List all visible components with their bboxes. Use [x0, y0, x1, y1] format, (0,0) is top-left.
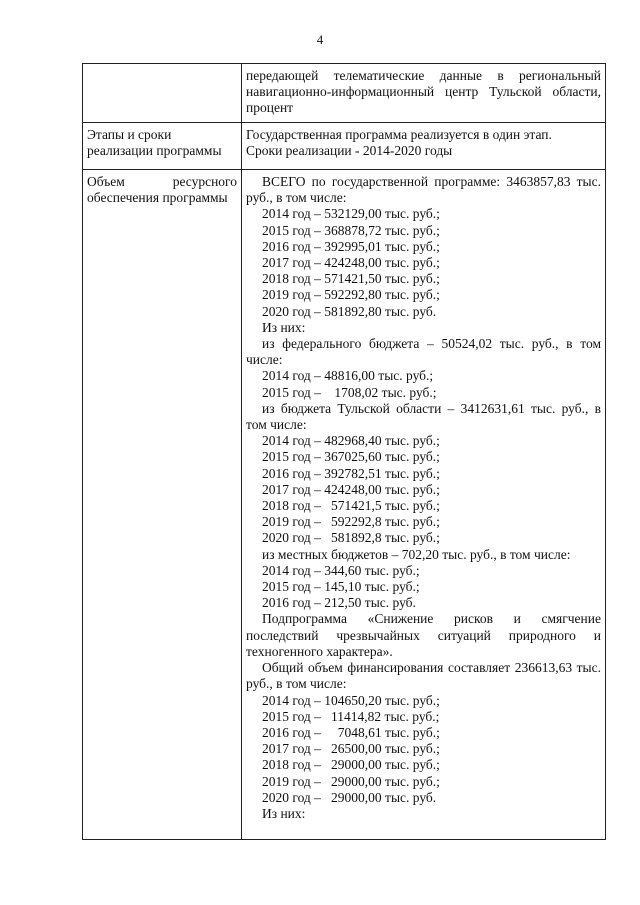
funding-line: 2015 год – 145,10 тыс. руб.; [262, 579, 420, 595]
funding-label: Объем ресурсного обеспечения программы [87, 174, 237, 206]
row-label-cell [83, 123, 242, 170]
funding-line: 2018 год – 571421,50 тыс. руб.; [262, 271, 440, 287]
funding-line: 2019 год – 592292,8 тыс. руб.; [262, 514, 440, 530]
funding-line: 2020 год – 29000,00 тыс. руб. [262, 789, 437, 805]
funding-line: 2015 год – 368878,72 тыс. руб.; [262, 222, 440, 238]
funding-line: 2014 год – 344,60 тыс. руб.; [262, 562, 420, 578]
funding-line: 2017 год – 424248,00 тыс. руб.; [262, 255, 440, 271]
program-passport-table [82, 63, 606, 840]
funding-line: 2020 год – 581892,80 тыс. руб. [262, 303, 437, 319]
funding-line: 2015 год – 1708,02 тыс. руб.; [262, 384, 437, 400]
table-row [83, 170, 606, 840]
table-row [83, 123, 606, 170]
stages-text-line: Государственная программа реализуется в один этап. [246, 127, 552, 142]
table-row [83, 64, 606, 123]
row-label-empty [83, 64, 241, 71]
funding-line: Из них: [262, 319, 306, 335]
funding-line: 2016 год – 392782,51 тыс. руб.; [262, 465, 440, 481]
funding-line: 2014 год – 104650,20 тыс. руб.; [262, 692, 440, 708]
indicator-text: передающей телематические данные в региональный навигационно-информационный центр Тульской области, процент [246, 68, 601, 116]
funding-line: 2015 год – 367025,60 тыс. руб.; [262, 449, 440, 465]
funding-paragraph: из местных бюджетов – 702,20 тыс. руб., в том числе: [262, 546, 571, 562]
funding-line: 2015 год – 11414,82 тыс. руб.; [262, 708, 440, 724]
funding-line: 2014 год – 48816,00 тыс. руб.; [262, 368, 434, 384]
funding-details [242, 170, 605, 825]
funding-paragraph: из бюджета Тульской области – 3412631,61 тыс. руб., в том числе: [246, 400, 601, 433]
funding-line: 2016 год – 212,50 тыс. руб. [262, 595, 416, 611]
page-number: 4 [316, 32, 324, 47]
row-label-cell [83, 64, 242, 123]
funding-paragraph: Общий объем финансирования составляет 236613,63 тыс. руб., в том числе: [246, 660, 601, 692]
funding-line: 2014 год – 532129,00 тыс. руб.; [262, 206, 440, 222]
funding-line: 2014 год – 482968,40 тыс. руб.; [262, 433, 440, 449]
funding-line: 2018 год – 571421,5 тыс. руб.; [262, 498, 440, 514]
stages-label-line: реализации программы [87, 143, 222, 159]
funding-line: Из них: [262, 805, 306, 821]
funding-line: 2019 год – 592292,80 тыс. руб.; [262, 287, 440, 303]
row-label-cell [83, 170, 242, 840]
funding-line: 2019 год – 29000,00 тыс. руб.; [262, 773, 440, 789]
funding-paragraph: Подпрограмма «Снижение рисков и смягчение последствий чрезвычайных ситуаций природного и техногенного характера». [246, 611, 601, 659]
funding-paragraph: из федерального бюджета – 50524,02 тыс. руб., в том числе: [246, 336, 601, 368]
funding-line: 2017 год – 424248,00 тыс. руб.; [262, 481, 440, 497]
row-content-cell [242, 123, 606, 170]
funding-line: 2018 год – 29000,00 тыс. руб.; [262, 757, 440, 773]
row-content-cell [242, 170, 606, 840]
funding-line: 2020 год – 581892,8 тыс. руб.; [262, 530, 440, 546]
funding-paragraph: ВСЕГО по государственной программе: 3463857,83 тыс. руб., в том числе: [246, 174, 601, 206]
funding-line: 2016 год – 392995,01 тыс. руб.; [262, 238, 440, 254]
row-content-cell [242, 64, 606, 123]
stages-label-line: Этапы и сроки [87, 127, 172, 142]
stages-text-line: Сроки реализации - 2014-2020 годы [246, 143, 453, 159]
funding-line: 2017 год – 26500,00 тыс. руб.; [262, 741, 440, 757]
funding-line: 2016 год – 7048,61 тыс. руб.; [262, 724, 440, 740]
